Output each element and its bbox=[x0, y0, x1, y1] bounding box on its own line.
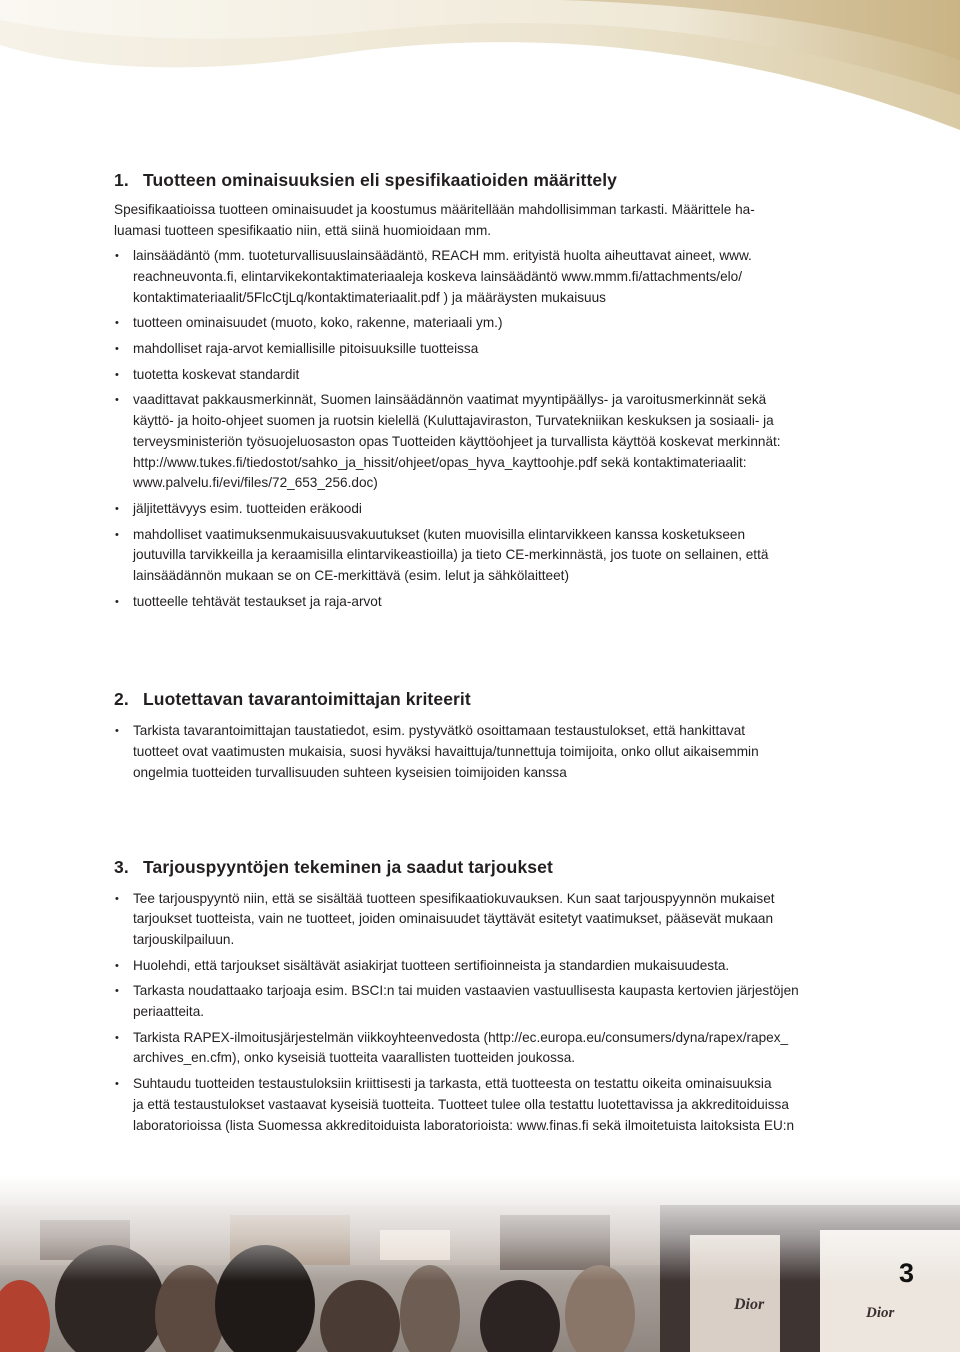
list-item: • lainsäädäntö (mm. tuoteturvallisuuslainsäädäntö, REACH mm. erityistä huolta aiheuttavat aineet, www. reachneuvonta.fi, elintarvikekontaktimateriaaleja koskeva lainsäädäntö www.mmm.fi/attachments/elo/ kontaktimateriaalit/5FlcCtjLq/kontaktimateriaalit.pdf ) ja määräysten mukaisuus bbox=[115, 248, 752, 305]
bullet-icon: • bbox=[115, 985, 119, 998]
bullet-icon: • bbox=[115, 1031, 119, 1044]
list-item: • mahdolliset raja-arvot kemiallisille pitoisuuksille tuotteissa bbox=[114, 339, 846, 360]
bullet-icon: • bbox=[115, 502, 119, 515]
section-1 bbox=[114, 167, 846, 612]
section-3-heading: 3. Tarjouspyyntöjen tekeminen ja saadut tarjoukset bbox=[114, 856, 553, 877]
bullet-icon: • bbox=[115, 892, 119, 905]
section-3-list bbox=[114, 889, 846, 1137]
list-item: • tuotteelle tehtävät testaukset ja raja-arvot bbox=[114, 592, 846, 613]
header-wave-decoration bbox=[0, 0, 960, 150]
bullet-icon: • bbox=[115, 368, 119, 381]
bullet-icon: • bbox=[115, 317, 119, 330]
section-1-list bbox=[114, 246, 846, 612]
section-1-heading: 1. Tuotteen ominaisuuksien eli spesifikaatioiden määrittely bbox=[114, 170, 618, 190]
bullet-icon: • bbox=[115, 394, 119, 407]
bullet-icon: • bbox=[115, 343, 119, 355]
section-2-heading: 2. Luotettavan tavarantoimittajan kriteerit bbox=[114, 689, 471, 710]
bullet-icon: • bbox=[115, 595, 119, 608]
section-1-intro: Spesifikaatioissa tuotteen ominaisuudet ja koostumus määritellään mahdollisimman tarkasti. Määrittele ha- luamasi tuotteen spesifikaatio niin, että siinä huomioidaan mm. bbox=[114, 202, 755, 238]
list-item: • Tarkista tavarantoimittajan taustatiedot, esim. pystyvätkö osoittamaan testaustulokset, että hankittavat tuotteet ovat vaatimusten mukaisia, suosi hyväksi havaittuja/tunnettuja toimijoita, onko ollut aikaisemmin ongelmia tuotteiden turvallisuuden suhteen kyseisien toimijoiden kanssa bbox=[115, 723, 759, 780]
list-item: • jäljitettävyys esim. tuotteiden eräkoodi bbox=[114, 499, 846, 520]
main-content bbox=[114, 167, 846, 1136]
list-item: • Tarkasta noudattaako tarjoaja esim. BSCI:n tai muiden vastaavien vastuullisesta kaupasta kertovien järjestöjen periaatteita. bbox=[115, 983, 799, 1020]
list-item: • tuotetta koskevat standardit bbox=[114, 365, 846, 386]
page-number: 3 bbox=[898, 1258, 914, 1288]
bullet-icon: • bbox=[115, 528, 119, 541]
list-item: • tuotteen ominaisuudet (muoto, koko, rakenne, materiaali ym.) bbox=[114, 313, 846, 334]
bullet-icon: • bbox=[115, 250, 119, 263]
bullet-icon: • bbox=[115, 959, 119, 972]
list-item: • Huolehdi, että tarjoukset sisältävät asiakirjat tuotteen sertifioinneista ja standardien mukaisuudesta. bbox=[114, 956, 846, 977]
photo-brand-sign-2: Dior bbox=[866, 1305, 895, 1321]
section-2-list bbox=[114, 721, 846, 783]
list-item: • vaadittavat pakkausmerkinnät, Suomen lainsäädännön vaatimat myyntipäällys- ja varoitusmerkinnät sekä käyttö- ja hoito-ohjeet suomen ja ruotsin kielellä (Kuluttajaviraston, Turvatekniikan keskuksen ja sosiaali- ja terveysministeriön työsuojeluosaston opas Tuotteiden käyttöohjeet ja turvallista käyttöä koskevat merkinnät: http://www.tukes.fi/tiedostot/sahko_ja_hissit/ohjeet/opas_hyva_kayttoohje.pdf sekä kontaktimateriaalit: www.palvelu.fi/evi/files/72_653_256.doc) bbox=[115, 392, 781, 491]
list-item: • Suhtaudu tuotteiden testaustuloksiin kriittisesti ja tarkasta, että tuotteesta on testattu oikeita ominaisuuksia ja että testaustulokset vastaavat kyseisiä tuotteita. Tuotteet tulee olla testattu luotettavissa ja akkreditoiduissa laboratorioissa (lista Suomessa akkreditoiduista laboratorioista: www.finas.fi sekä ilmoitetuista laitoksista EU:n bbox=[115, 1076, 795, 1133]
photo-brand-sign: Dior bbox=[734, 1296, 765, 1313]
bullet-icon: • bbox=[115, 725, 119, 738]
section-2 bbox=[114, 686, 846, 783]
list-item: • Tee tarjouspyyntö niin, että se sisältää tuotteen spesifikaatiokuvauksen. Kun saat tarjouspyynnön mukaiset tarjoukset tuotteista, vain ne tuotteet, joiden ominaisuudet täyttävät esitetyt vaatimukset, pääsevät mukaan tarjouskilpailuun. bbox=[115, 890, 775, 947]
list-item: • Tarkista RAPEX-ilmoitusjärjestelmän viikkoyhteenvedosta (http://ec.europa.eu/consumers/dyna/rapex/rapex_ archives_en.cfm), onko kyseisiä tuotteita vaarallisten tuotteiden joukossa. bbox=[115, 1029, 789, 1066]
department-store-photo bbox=[0, 1175, 960, 1352]
list-item: • mahdolliset vaatimuksenmukaisuusvakuutukset (kuten muovisilla elintarvikkeen kanssa kosketukseen joutuvilla tarvikkeilla ja keraamisilla elintarvikeastioilla) ja tieto CE-merkinnästä, jos tuote on sellainen, että lainsäädännön mukaan se on CE-merkittävä (esim. lelut ja sähkölaitteet) bbox=[115, 526, 769, 584]
bullet-icon: • bbox=[115, 1078, 119, 1091]
section-3 bbox=[114, 854, 846, 1137]
